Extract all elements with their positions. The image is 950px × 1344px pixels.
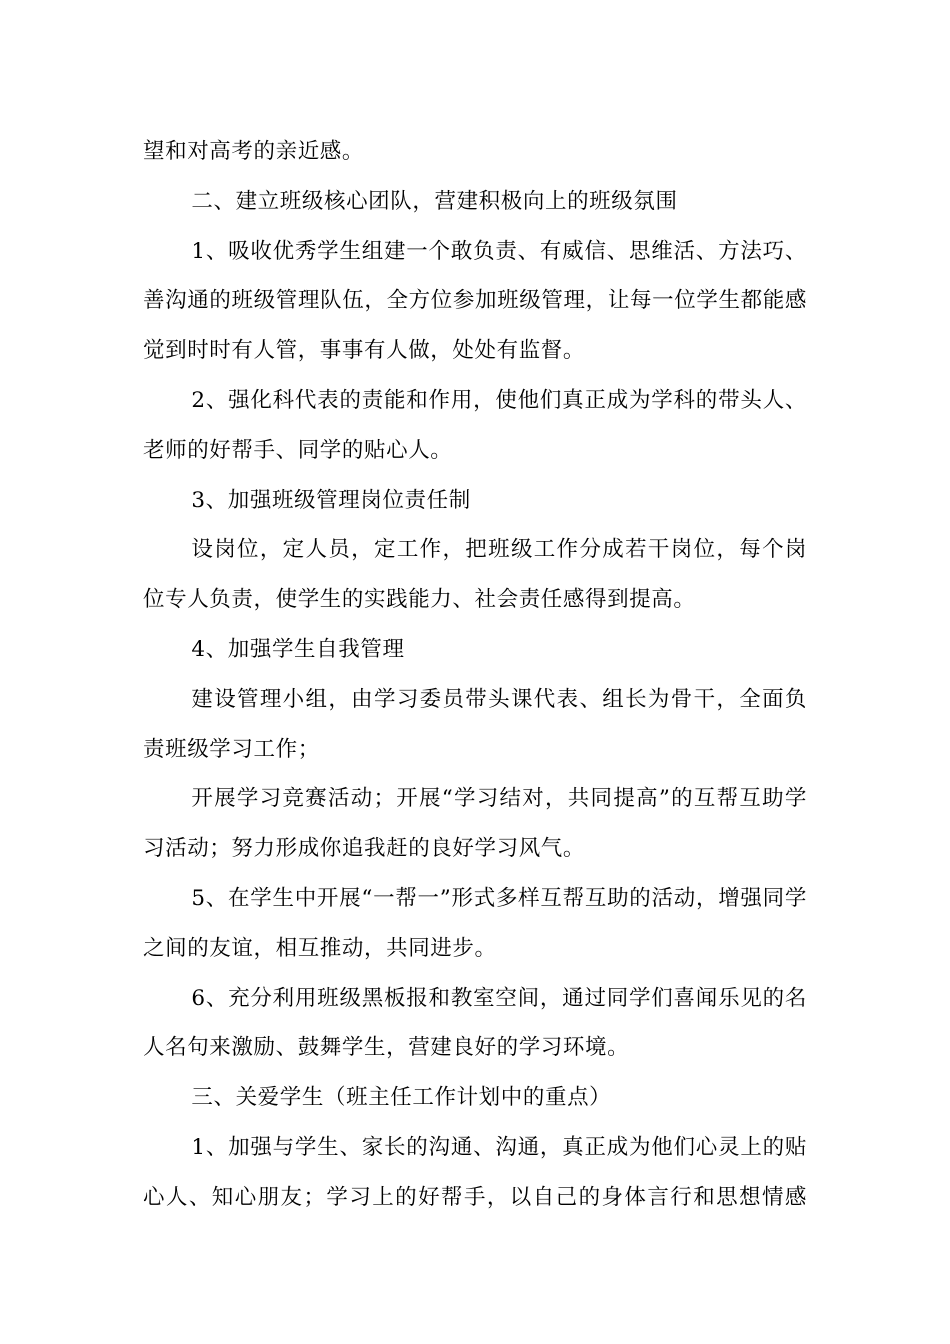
paragraph: 设岗位，定人员，定工作，把班级工作分成若干岗位，每个岗位专人负责，使学生的实践能力、社会责任感得到提高。 xyxy=(143,537,807,613)
paragraph: 开展学习竞赛活动；开展“学习结对，共同提高”的互帮互助学习活动；努力形成你追我赶的良好学习风气。 xyxy=(143,786,807,862)
paragraph: 5、在学生中开展“一帮一”形式多样互帮互助的活动，增强同学之间的友谊，相互推动，共同进步。 xyxy=(143,885,807,961)
paragraph: 1、吸收优秀学生组建一个敢负责、有威信、思维活、方法巧、善沟通的班级管理队伍，全方位参加班级管理，让每一位学生都能感觉到时时有人管，事事有人做，处处有监督。 xyxy=(143,238,807,364)
paragraph: 6、充分利用班级黑板报和教室空间，通过同学们喜闻乐见的名人名句来激励、鼓舞学生，营建良好的学习环境。 xyxy=(143,985,807,1061)
section-heading: 二、建立班级核心团队，营建积极向上的班级氛围 xyxy=(191,188,678,214)
section-heading: 三、关爱学生（班主任工作计划中的重点） xyxy=(191,1085,612,1111)
subheading: 4、加强学生自我管理 xyxy=(191,636,405,662)
paragraph: 1、加强与学生、家长的沟通、沟通，真正成为他们心灵上的贴心人、知心朋友；学习上的好帮手，以自己的身体言行和思想情感 xyxy=(143,1134,807,1210)
paragraph: 2、强化科代表的责能和作用，使他们真正成为学科的带头人、老师的好帮手、同学的贴心人。 xyxy=(143,387,807,463)
subheading: 3、加强班级管理岗位责任制 xyxy=(191,487,471,513)
paragraph: 建设管理小组，由学习委员带头课代表、组长为骨干，全面负责班级学习工作； xyxy=(143,686,807,762)
paragraph: 望和对高考的亲近感。 xyxy=(143,139,365,164)
document-body xyxy=(143,127,807,1223)
